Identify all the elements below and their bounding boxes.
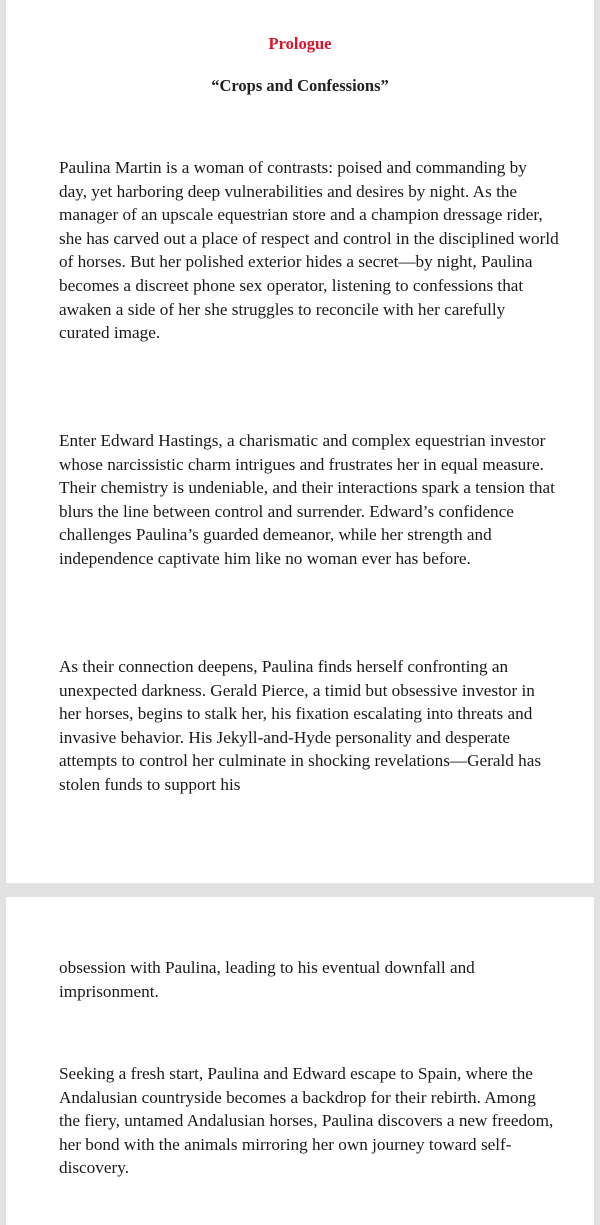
paragraph-3: As their connection deepens, Paulina finds herself confronting an unexpected darkness. Gerald Pierce, a timid but obsessive investor in her horses, begins to stalk her, his fixation escalating into threats and invasive behavior. His Jekyll-and-Hyde personality and desperate attempts to control her culminate in shocking revelations—Gerald has stolen funds to support his xyxy=(59,657,542,794)
paragraph-5: Seeking a fresh start, Paulina and Edward escape to Spain, where the Andalusian countryside becomes a backdrop for their rebirth. Among the fiery, untamed Andalusian horses, Paulina discovers a new freedom, her bond with the animals mirroring her own journey toward self-discovery. xyxy=(59,1064,554,1178)
document-page-2 xyxy=(6,897,594,1225)
paragraph-1: Paulina Martin is a woman of contrasts: poised and commanding by day, yet harboring deep vulnerabilities and desires by night. As the manager of an upscale equestrian store and a champion dressage rider, she has carved out a place of respect and control in the disciplined world of horses. But her polished exterior hides a secret—by night, Paulina becomes a discreet phone sex operator, listening to confessions that awaken a side of her she struggles to reconcile with her carefully curated image. xyxy=(59,158,559,343)
document-page-1 xyxy=(6,0,594,883)
chapter-title: Prologue xyxy=(268,34,332,53)
paragraph-2: Enter Edward Hastings, a charismatic and complex equestrian investor whose narcissistic charm intrigues and frustrates her in equal measure. Their chemistry is undeniable, and their interactions spark a tension that blurs the line between control and surrender. Edward’s confidence challenges Paulina’s guarded demeanor, while her strength and independence captivate him like no woman ever has before. xyxy=(59,431,555,568)
chapter-subtitle: “Crops and Confessions” xyxy=(211,76,389,95)
paragraph-4: obsession with Paulina, leading to his eventual downfall and imprisonment. xyxy=(59,958,475,1001)
